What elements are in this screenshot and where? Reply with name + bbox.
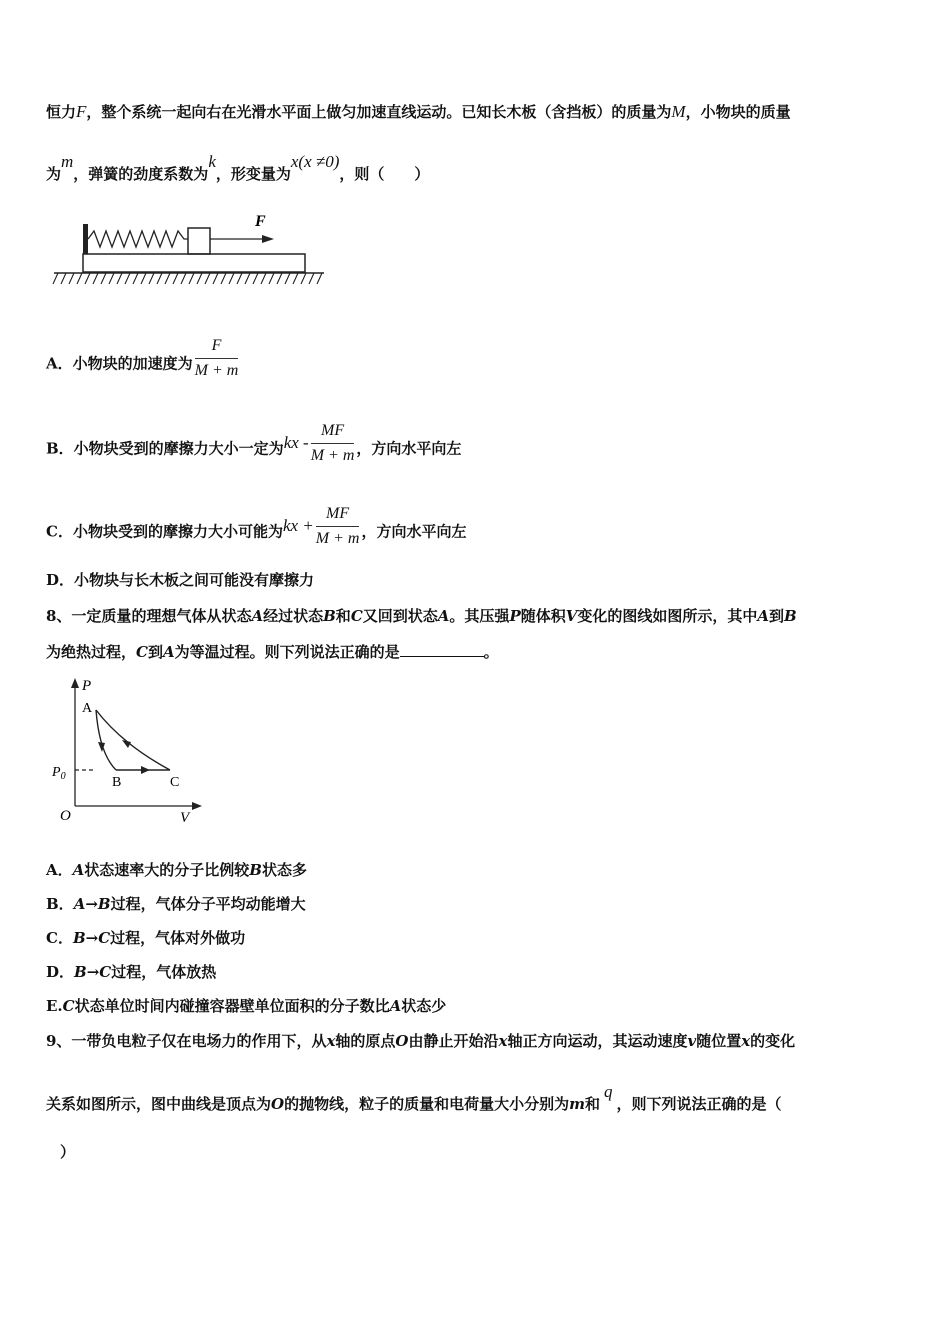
pv-diagram (48, 674, 208, 826)
text: 关系如图所示，图中曲线是顶点为 (46, 1095, 272, 1113)
symbol-o: O (271, 1095, 285, 1113)
text: 到 (147, 643, 163, 661)
text: 随位置 (696, 1032, 742, 1050)
q8-option-d (46, 962, 216, 982)
point-c-label: C (170, 775, 180, 790)
text: 和 (584, 1095, 600, 1113)
text: ，则下列说法正确的是（ (616, 1095, 782, 1113)
text: 为等温过程。则下列说法正确的是 (174, 643, 400, 661)
text: 。其压强 (449, 607, 510, 625)
q7-option-d (46, 570, 314, 590)
text: 随体积 (520, 607, 566, 625)
state-a: A (389, 997, 402, 1015)
text: ，整个系统一起向右在光滑水平面上做匀加速直线运动。已知长木板（含挡板）的质量为 (86, 103, 672, 121)
symbol-x: x (741, 1032, 751, 1050)
process-a-to-b: A→B (73, 895, 111, 913)
v-axis-arrow (192, 802, 202, 810)
state-a: A (162, 643, 175, 661)
option-text: C．小物块受到的摩擦力大小可能为 (46, 522, 283, 541)
arrow-c-to-a (122, 740, 131, 748)
curve-a-to-b (96, 710, 116, 770)
text: 状态少 (401, 997, 447, 1015)
process-b-to-c: B→C (72, 929, 111, 947)
state-a: A (757, 607, 770, 625)
option-text: A．小物块的加速度为 (46, 354, 193, 373)
p0-label (51, 765, 66, 782)
denominator: M + m (194, 362, 239, 379)
text: 轴的原点 (335, 1032, 396, 1050)
curve-c-to-a (96, 710, 170, 770)
state-c: C (136, 643, 148, 661)
numerator: F (195, 336, 239, 359)
text: ，小物块的质量 (685, 103, 791, 121)
text: 为 (46, 165, 62, 183)
q7-line-2 (46, 152, 430, 184)
spring (88, 231, 188, 247)
symbol-M: M (671, 102, 686, 121)
state-c: C (62, 997, 75, 1015)
text: ，弹簧的劲度系数为 (73, 165, 209, 183)
state-b: B (249, 861, 262, 879)
option-label: E. (46, 997, 63, 1015)
option-label: D． (46, 963, 75, 981)
symbol-x-condition: x(x ≠0) (290, 152, 340, 171)
text: 又回到状态 (362, 607, 438, 625)
text: 和 (335, 607, 351, 625)
symbol-v: V (565, 607, 578, 625)
option-label: C． (46, 929, 73, 947)
state-c: C (350, 607, 363, 625)
q7-option-a (46, 337, 240, 387)
text: 过程，气体对外做功 (110, 929, 246, 947)
spring-board-figure (48, 208, 338, 292)
option-tail: ，方向水平向左 (361, 522, 467, 541)
text: 状态单位时间内碰撞容器壁单位面积的分子数比 (74, 997, 390, 1015)
q8-option-e (46, 996, 446, 1016)
q9-line-1 (46, 1031, 795, 1051)
text: 9、一带负电粒子仅在电场力的作用下，从 (46, 1032, 327, 1050)
fraction (316, 504, 360, 549)
q8-line-1 (46, 606, 797, 626)
force-label: F (255, 213, 266, 230)
long-board (83, 254, 305, 272)
arrow-b-to-c (141, 766, 150, 774)
small-block (188, 228, 210, 254)
symbol-o: O (395, 1032, 409, 1050)
symbol-F: F (76, 102, 87, 121)
text: 变化的图线如图所示，其中 (577, 607, 758, 625)
state-a: A (437, 607, 450, 625)
symbol-p: P (509, 607, 521, 625)
text: 经过状态 (263, 607, 324, 625)
p0-symbol: P (52, 765, 61, 780)
option-label: A． (46, 861, 73, 879)
option-tail: ，方向水平向左 (356, 439, 462, 458)
state-b: B (784, 607, 797, 625)
numerator: MF (311, 421, 355, 444)
q7-line-1 (46, 102, 791, 122)
text: 到 (769, 607, 785, 625)
answer-blank (400, 642, 484, 657)
text: 恒力 (46, 103, 77, 121)
expression-prefix: kx + (282, 515, 314, 535)
p-axis-label: P (82, 678, 92, 694)
fraction (311, 421, 355, 466)
state-a: A (251, 607, 264, 625)
left-wall (83, 224, 88, 254)
origin-label: O (60, 808, 71, 824)
text: 过程，气体放热 (111, 963, 217, 981)
q8-line-2 (46, 642, 499, 662)
denominator: M + m (315, 530, 360, 547)
denominator: M + m (310, 447, 355, 464)
q8-option-c (46, 928, 245, 948)
closing-paren: ） (60, 1143, 76, 1161)
text: 状态速率大的分子比例较 (84, 861, 250, 879)
option-text: B．小物块受到的摩擦力大小一定为 (46, 439, 284, 458)
ground-hatching (53, 273, 322, 284)
q9-line-2 (46, 1082, 782, 1114)
state-a: A (72, 861, 85, 879)
text: 状态多 (261, 861, 307, 879)
text: 为绝热过程， (46, 643, 137, 661)
point-b-label: B (112, 775, 122, 790)
symbol-q: q (604, 1082, 613, 1101)
text: 过程，气体分子平均动能增大 (110, 895, 306, 913)
symbol-x: x (498, 1032, 508, 1050)
q8-option-a (46, 860, 307, 880)
process-b-to-c: B→C (74, 963, 112, 981)
text: 轴正方向运动，其运动速度 (507, 1032, 688, 1050)
numerator: MF (316, 504, 360, 527)
q9-line-3 (60, 1142, 75, 1162)
p0-subscript: 0 (60, 771, 66, 782)
text: ，形变量为 (215, 165, 291, 183)
text: 的变化 (750, 1032, 796, 1050)
text: 由静止开始沿 (408, 1032, 499, 1050)
q8-option-b (46, 894, 306, 914)
symbol-x: x (326, 1032, 336, 1050)
point-a-label: A (82, 701, 93, 716)
fraction (195, 336, 239, 381)
p-axis-arrow (71, 678, 79, 688)
option-text: D．小物块与长木板之间可能没有摩擦力 (46, 571, 315, 589)
arrow-head (262, 235, 274, 243)
symbol-m: m (61, 152, 74, 171)
v-axis-label: V (180, 810, 190, 826)
text: 8、一定质量的理想气体从状态 (46, 607, 252, 625)
expression-prefix: kx - (283, 432, 309, 452)
q7-option-c (46, 505, 467, 555)
symbol-v: v (687, 1032, 697, 1050)
text: ，则（ ） (339, 165, 430, 183)
state-b: B (323, 607, 336, 625)
symbol-m: m (569, 1095, 585, 1113)
text: 的抛物线，粒子的质量和电荷量大小分别为 (284, 1095, 570, 1113)
q7-option-b (46, 422, 462, 472)
symbol-k: k (208, 152, 216, 171)
text: 。 (483, 643, 499, 661)
option-label: B． (46, 895, 74, 913)
